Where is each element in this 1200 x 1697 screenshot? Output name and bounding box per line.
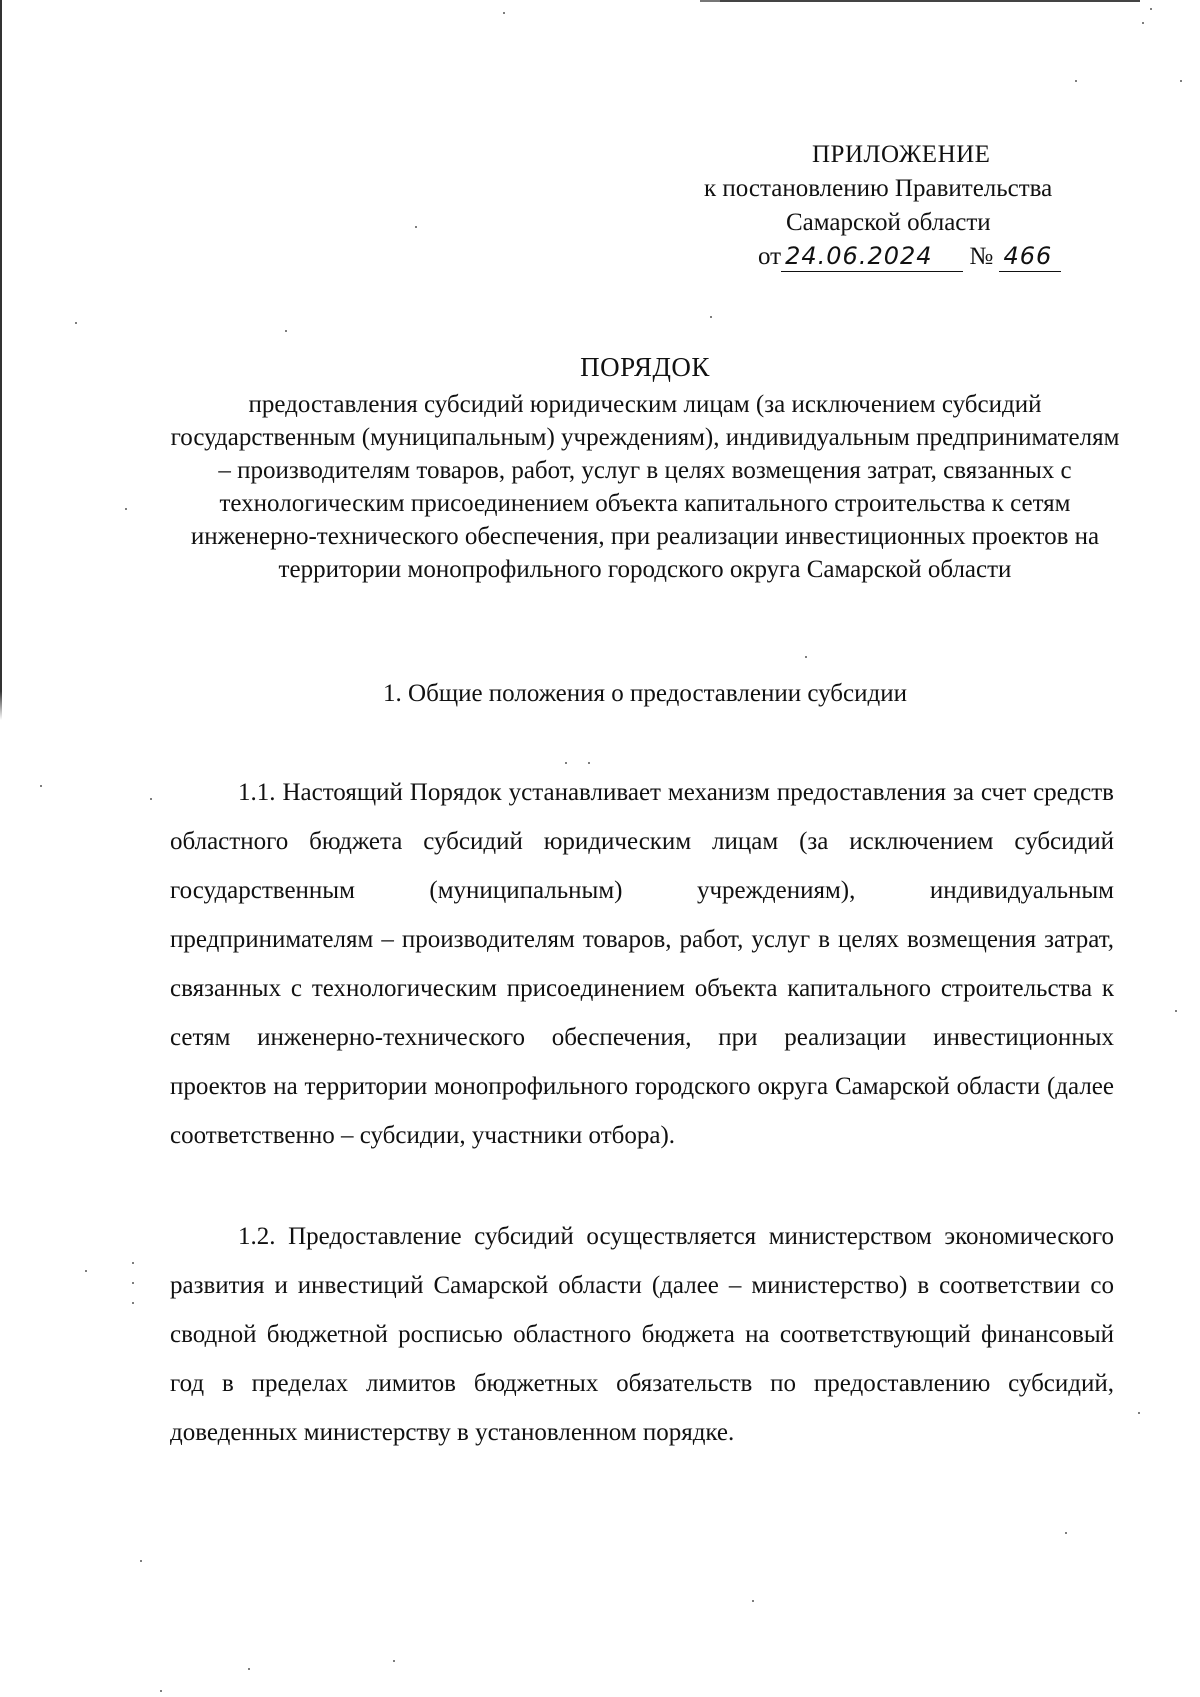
- scan-artifact-dot: [125, 508, 127, 510]
- scan-artifact-dot: [1175, 1010, 1177, 1012]
- scan-artifact-dot: [805, 656, 807, 658]
- scan-artifact-dot: [40, 785, 42, 787]
- date-prefix: от: [758, 243, 782, 270]
- paragraph-1-1: 1.1. Настоящий Порядок устанавливает механизм предоставления за счет средств областного бюджета субсидий юридическим лицам (за исключением субсидий государственным (муниципальным) учреждениям), индивидуальным предпринимателям – производителям товаров, работ, услуг в целях возмещения затрат, связанных с технологическим присоединением объекта капитального строительства к сетям инженерно-технического обеспечения, при реализации инвестиционных проектов на территории монопрофильного городского округа Самарской области (далее соответственно – субсидии, участники отбора).: [170, 779, 1114, 1149]
- number-prefix: №: [969, 243, 994, 270]
- scan-artifact-dot: [1142, 22, 1144, 24]
- scan-artifact-dot: [752, 1600, 754, 1602]
- appendix-title: ПРИЛОЖЕНИЕ: [812, 141, 991, 168]
- scan-artifact-dot: [160, 1690, 162, 1692]
- handwritten-date: 24.06.2024: [781, 241, 963, 272]
- scan-artifact-dot: [1075, 80, 1077, 82]
- scan-artifact-dot: [415, 226, 417, 228]
- scan-artifact-dot: [248, 1668, 250, 1670]
- scan-artifact-dot: [85, 1270, 87, 1272]
- handwritten-number: 466: [999, 241, 1061, 272]
- scan-artifact-dot: [503, 12, 505, 14]
- document-title: ПОРЯДОК: [580, 352, 710, 382]
- scan-artifact-dot: [1150, 8, 1152, 10]
- section-heading: 1. Общие положения о предоставлении субсидии: [383, 680, 907, 707]
- scan-artifact-top-line: [720, 0, 1140, 2]
- scan-artifact-dot: [393, 1660, 395, 1662]
- document-subtitle: предоставления субсидий юридическим лицам (за исключением субсидий государственным (муниципальным) учреждениям), индивидуальным предпринимателям – производителям товаров, работ, услуг в целях возмещения затрат, связанных с технологическим присоединением объекта капитального строительства к сетям инженерно-технического обеспечения, при реализации инвестиционных проектов на территории монопрофильного городского округа Самарской области: [170, 391, 1120, 583]
- appendix-region: Самарской области: [786, 209, 991, 236]
- scan-artifact-dot: [1065, 1532, 1067, 1534]
- appendix-date-number: [758, 240, 1061, 274]
- scan-artifact-dot: [710, 316, 712, 318]
- scan-artifact-dot: [1180, 80, 1182, 82]
- scan-artifact-top-line: [700, 0, 720, 2]
- scan-artifact-dot: [132, 1282, 134, 1284]
- scan-artifact-dot: [75, 322, 77, 324]
- scan-artifact-dot: [285, 330, 287, 332]
- scan-artifact-dot: [140, 1560, 142, 1562]
- scan-artifact-dot: [132, 1262, 134, 1264]
- scan-artifact-dot: [565, 762, 567, 764]
- scan-artifact-dot: [132, 1302, 134, 1304]
- paragraph-1-2: 1.2. Предоставление субсидий осуществляется министерством экономического развития и инвестиций Самарской области (далее – министерство) в соответствии со сводной бюджетной росписью областного бюджета на соответствующий финансовый год в пределах лимитов бюджетных обязательств по предоставлению субсидий, доведенных министерству в установленном порядке.: [170, 1223, 1114, 1446]
- scan-artifact-dot: [1138, 1412, 1140, 1414]
- appendix-reference: к постановлению Правительства: [704, 175, 1053, 202]
- scan-artifact-dot: [150, 798, 152, 800]
- scan-artifact-dot: [588, 762, 590, 764]
